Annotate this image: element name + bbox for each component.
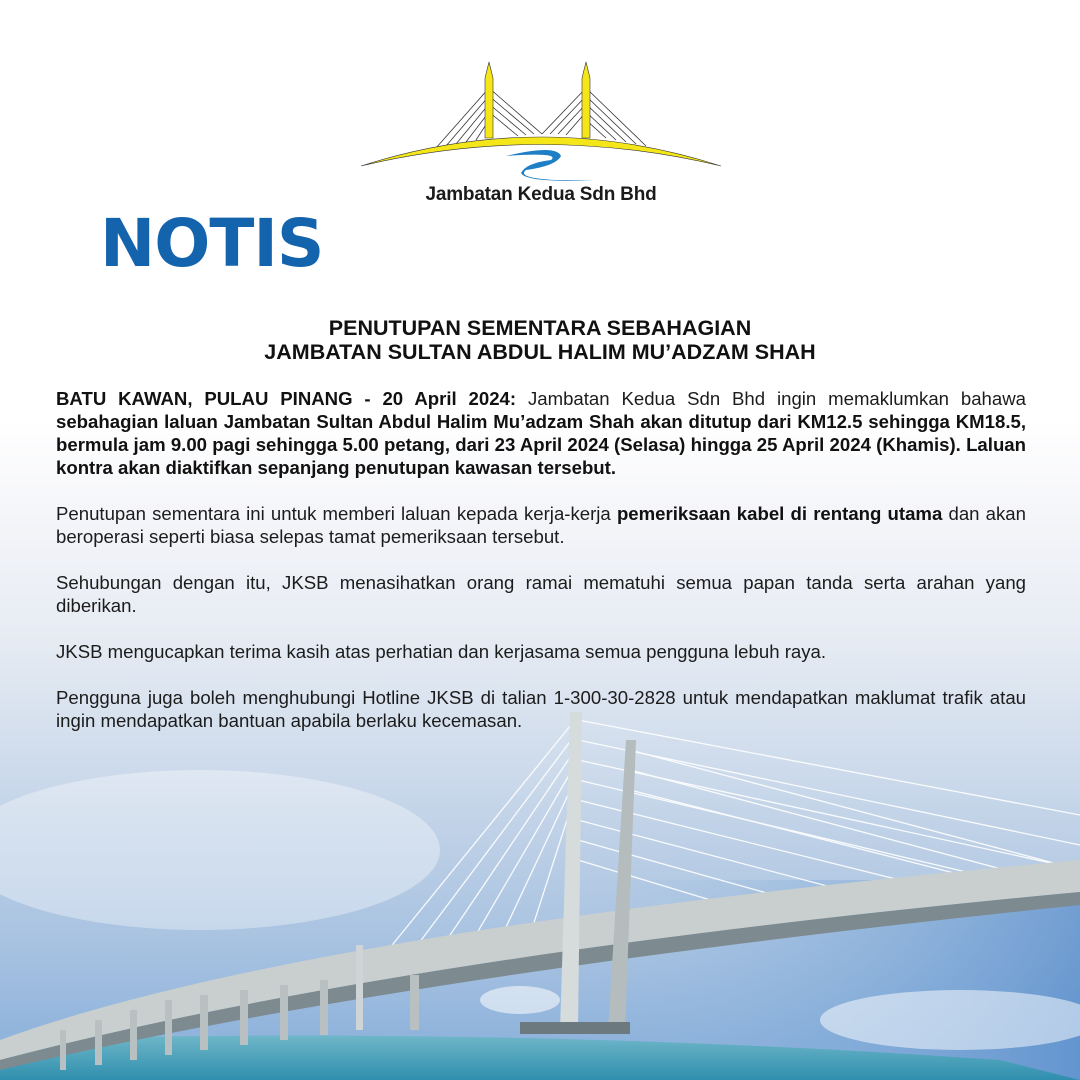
title-line-1: PENUTUPAN SEMENTARA SEBAHAGIAN (328, 316, 752, 340)
paragraph-1-text: Jambatan Kedua Sdn Bhd ingin memaklumkan bahawa (516, 388, 1026, 409)
closure-details: sebahagian laluan Jambatan Sultan Abdul Halim Mu’adzam Shah akan ditutup dari KM12.5 sehingga KM18.5, bermula jam 9.00 pagi sehingga 5.00 petang, dari 23 April 2024 (Selasa) hingga 25 April 2024 (Khamis). Laluan kontra akan diaktifkan sepanjang penutupan kawasan tersebut. (56, 411, 1026, 478)
company-name: Jambatan Kedua Sdn Bhd (425, 184, 657, 205)
paragraph-4: JKSB mengucapkan terima kasih atas perhatian dan kerjasama semua pengguna lebuh raya. (56, 641, 827, 662)
paragraph-5: Pengguna juga boleh menghubungi Hotline JKSB di talian 1-300-30-2828 untuk mendapatkan maklumat trafik atau ingin mendapatkan bantuan apabila berlaku kecemasan. (56, 687, 1026, 731)
paragraph-2-text: Penutupan sementara ini untuk memberi laluan kepada kerja-kerja (56, 503, 617, 524)
paragraph-1 (56, 387, 1026, 479)
title-line-2: JAMBATAN SULTAN ABDUL HALIM MU’ADZAM SHAH (264, 340, 816, 364)
notice-title (0, 316, 1080, 364)
paragraph-2 (56, 502, 1026, 548)
paragraph-3: Sehubungan dengan itu, JKSB menasihatkan orang ramai mematuhi semua papan tanda serta arahan yang diberikan. (56, 572, 1026, 616)
notice-heading: NOTIS (100, 205, 324, 282)
dateline: BATU KAWAN, PULAU PINANG - 20 April 2024: (56, 388, 517, 409)
notice-body (56, 387, 1026, 755)
paragraph-2-text-end: dan akan beroperasi seperti biasa selepas tamat pemeriksaan tersebut. (56, 503, 1026, 547)
inspection-work: pemeriksaan kabel di rentang utama (616, 503, 943, 524)
